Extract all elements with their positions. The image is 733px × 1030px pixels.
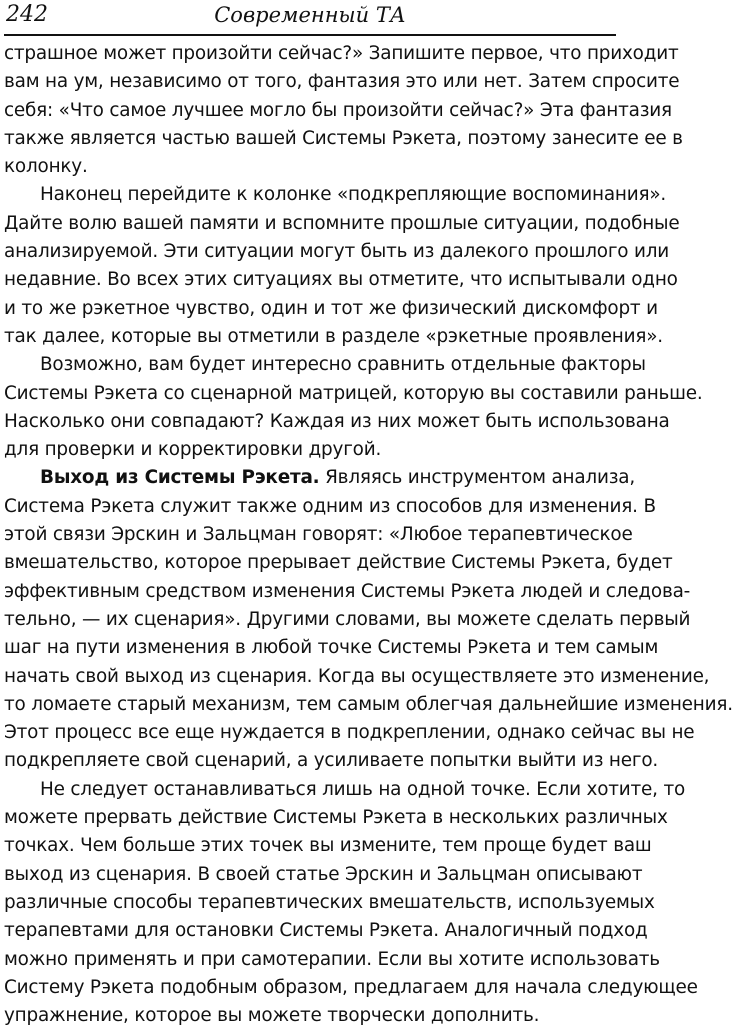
text-line: так далее, которые вы отметили в разделе «рэкетные проявления». (4, 325, 663, 347)
text-line: подкрепляете свой сценарий, а усиливаете попытки выйти из него. (4, 750, 659, 772)
text-line: Насколько они совпадают? Каждая из них может быть использована (4, 410, 670, 432)
text-line: также является частью вашей Системы Рэкета, поэтому занесите ее в (4, 127, 683, 149)
text-line: то ломаете старый механизм, тем самым облегчая дальнейшие изменения. (4, 693, 733, 715)
text-line: выход из сценария. В своей статье Эрскин и Зальцман описывают (4, 863, 643, 885)
text-line: себя: «Что самое лучшее могло бы произойти сейчас?» Эта фантазия (4, 99, 672, 121)
text-line: эффективным средством изменения Системы Рэкета людей и следова- (4, 580, 691, 602)
text-line: вмешательство, которое прерывает действие Системы Рэкета, будет (4, 552, 673, 574)
text-line: и то же рэкетное чувство, один и тот же физический дискомфорт и (4, 297, 658, 319)
text-line: Система Рэкета служит также одним из способов для изменения. В (4, 495, 656, 517)
text-line: можно применять и при самотерапии. Если вы хотите использовать (4, 948, 660, 970)
text-fragment: Являясь инструментом анализа, (319, 467, 636, 489)
paragraph-2 (4, 181, 680, 351)
text-body (4, 40, 733, 1030)
text-line: тельно, — их сценария». Другими словами, вы можете сделать первый (4, 608, 691, 630)
text-line: страшное может произойти сейчас?» Запишите первое, что приходит (4, 43, 679, 64)
text-line: этой связи Эрскин и Зальцман говорят: «Любое терапевтическое (4, 524, 633, 546)
text-line: недавние. Во всех этих ситуациях вы отметите, что испытывали одно (4, 269, 678, 291)
text-line: для проверки и корректировки другой. (4, 439, 382, 461)
text-line: различные способы терапевтических вмешательств, используемых (4, 891, 655, 913)
text-line: можете прервать действие Системы Рэкета в нескольких различных (4, 807, 668, 829)
paragraph-1 (4, 40, 683, 181)
text-line: точках. Чем больше этих точек вы измените, тем проще будет ваш (4, 835, 652, 857)
text-line: Дайте волю вашей памяти и вспомните прошлые ситуации, подобные (4, 212, 680, 234)
text-line: Не следует останавливаться лишь на одной точке. Если хотите, то (40, 778, 686, 800)
text-line: Наконец перейдите к колонке «подкрепляющие воспоминания». (40, 184, 667, 206)
text-line: Возможно, вам будет интересно сравнить отдельные факторы (40, 354, 646, 376)
text-line: шаг на пути изменения в любой точке Системы Рэкета и тем самым (4, 637, 659, 659)
text-line: Системы Рэкета со сценарной матрицей, которую вы составили раньше. (4, 382, 703, 404)
text-line: упражнение, которое вы можете творчески дополнить. (4, 1005, 540, 1027)
page-number: 242 (6, 2, 48, 27)
running-title: Современный ТА (214, 3, 406, 27)
text-line: колонку. (4, 156, 88, 178)
text-line: анализируемой. Эти ситуации могут быть из далекого прошлого или (4, 241, 670, 263)
text-line: терапевтами для остановки Системы Рэкета. Аналогичный подход (4, 920, 648, 942)
text-line: вам на ум, независимо от того, фантазия это или нет. Затем спросите (4, 71, 680, 93)
text-line (4, 464, 636, 492)
paragraph-5 (4, 776, 698, 1030)
paragraph-3 (4, 351, 703, 464)
page-header (4, 0, 616, 36)
paragraph-4 (4, 464, 733, 775)
text-line: начать свой выход из сценария. Когда вы осуществляете это изменение, (4, 665, 710, 687)
text-line: Систему Рэкета подобным образом, предлагаем для начала следующее (4, 976, 698, 998)
section-heading: Выход из Системы Рэкета. (40, 467, 320, 489)
text-line: Этот процесс все еще нуждается в подкреплении, однако сейчас вы не (4, 722, 695, 744)
